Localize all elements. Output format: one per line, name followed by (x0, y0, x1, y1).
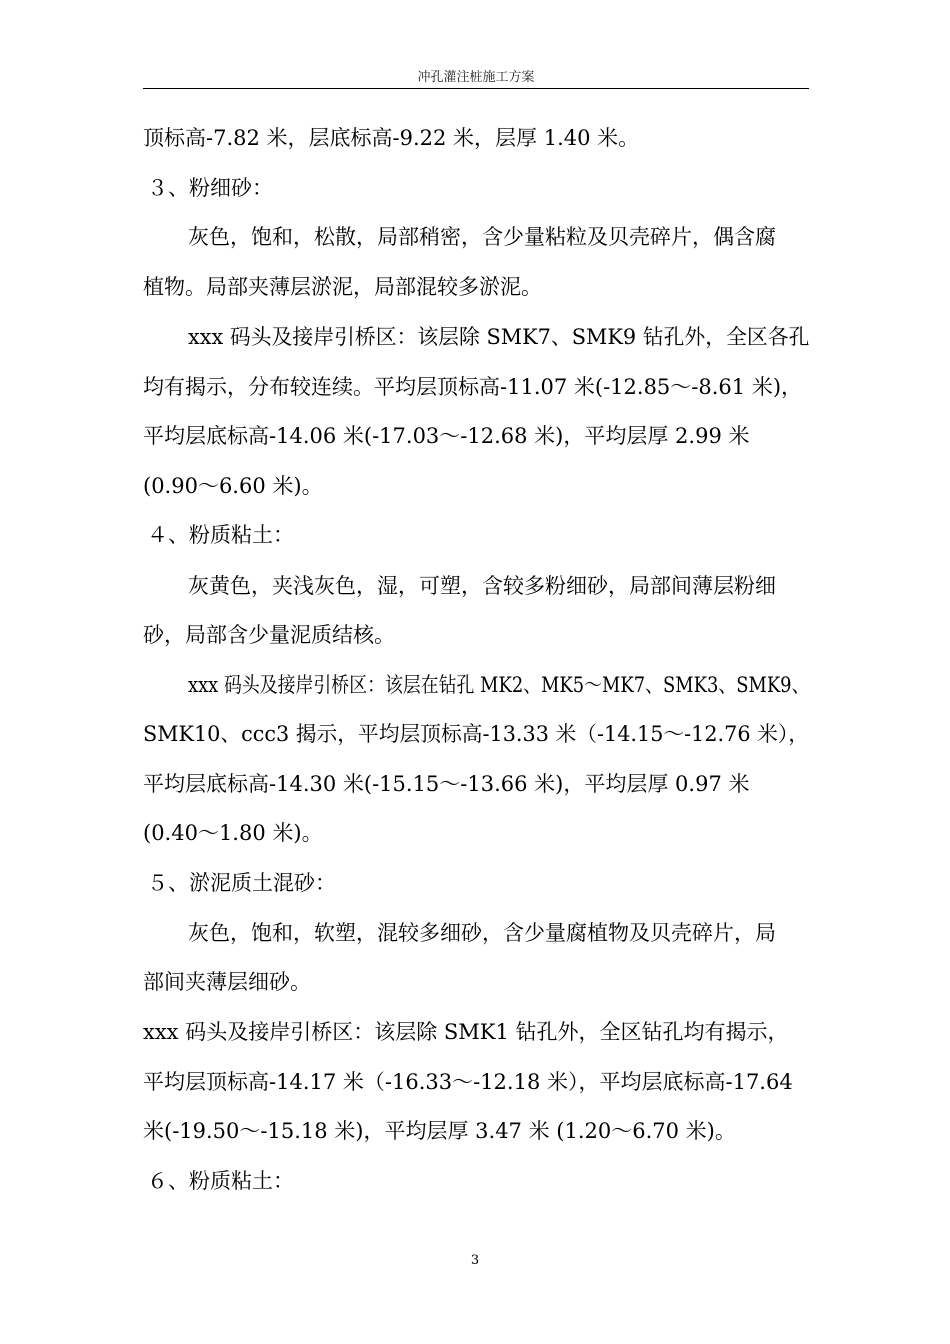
section-heading-4: ４、粉质粘土： (147, 523, 294, 547)
body-line: 顶标高-7.82 米，层底标高-9.22 米，层厚 1.40 米。 (143, 126, 640, 150)
page-number: 3 (470, 1253, 480, 1268)
body-line: SMK10、ccc3 揭示，平均层顶标高-13.33 米（-14.15～-12.76 米）， (143, 722, 810, 746)
body-line: 植物。局部夹薄层淤泥，局部混较多淤泥。 (143, 275, 542, 299)
body-line: 灰黄色，夹浅灰色，湿，可塑，含较多粉细砂，局部间薄层粉细 (188, 574, 776, 598)
body-line: 米(-19.50～-15.18 米)，平均层厚 3.47 米 (1.20～6.70 米)。 (143, 1119, 736, 1143)
body-line: xxx 码头及接岸引桥区：该层除 SMK7、SMK9 钻孔外，全区各孔 (188, 325, 810, 349)
body-line: 部间夹薄层细砂。 (143, 970, 311, 994)
section-heading-3: ３、粉细砂： (147, 176, 273, 200)
body-line: 平均层顶标高-14.17 米（-16.33～-12.18 米），平均层底标高-17.64 (143, 1070, 793, 1094)
body-line: (0.40～1.80 米)。 (143, 821, 323, 845)
section-heading-5: ５、淤泥质土混砂： (147, 871, 336, 895)
body-line: 平均层底标高-14.06 米(-17.03～-12.68 米)，平均层厚 2.99 米 (143, 424, 750, 448)
body-line: (0.90～6.60 米)。 (143, 474, 323, 498)
header-divider (143, 88, 809, 89)
body-line: xxx 码头及接岸引桥区：该层除 SMK1 钻孔外，全区钻孔均有揭示， (143, 1020, 789, 1044)
body-line: xxx 码头及接岸引桥区：该层在钻孔 MK2、MK5～MK7、SMK3、SMK9、 (188, 673, 810, 697)
body-line: 平均层底标高-14.30 米(-15.15～-13.66 米)，平均层厚 0.97 米 (143, 772, 750, 796)
body-line: 灰色，饱和，松散，局部稍密，含少量粘粒及贝壳碎片，偶含腐 (188, 225, 776, 249)
page-header-title: 冲孔灌注桩施工方案 (417, 70, 535, 85)
body-line: 灰色，饱和，软塑，混较多细砂，含少量腐植物及贝壳碎片，局 (188, 921, 776, 945)
body-line: 均有揭示，分布较连续。平均层顶标高-11.07 米(-12.85～-8.61 米)， (143, 375, 803, 399)
body-line: 砂，局部含少量泥质结核。 (143, 623, 395, 647)
section-heading-6: ６、粉质粘土： (147, 1169, 294, 1193)
